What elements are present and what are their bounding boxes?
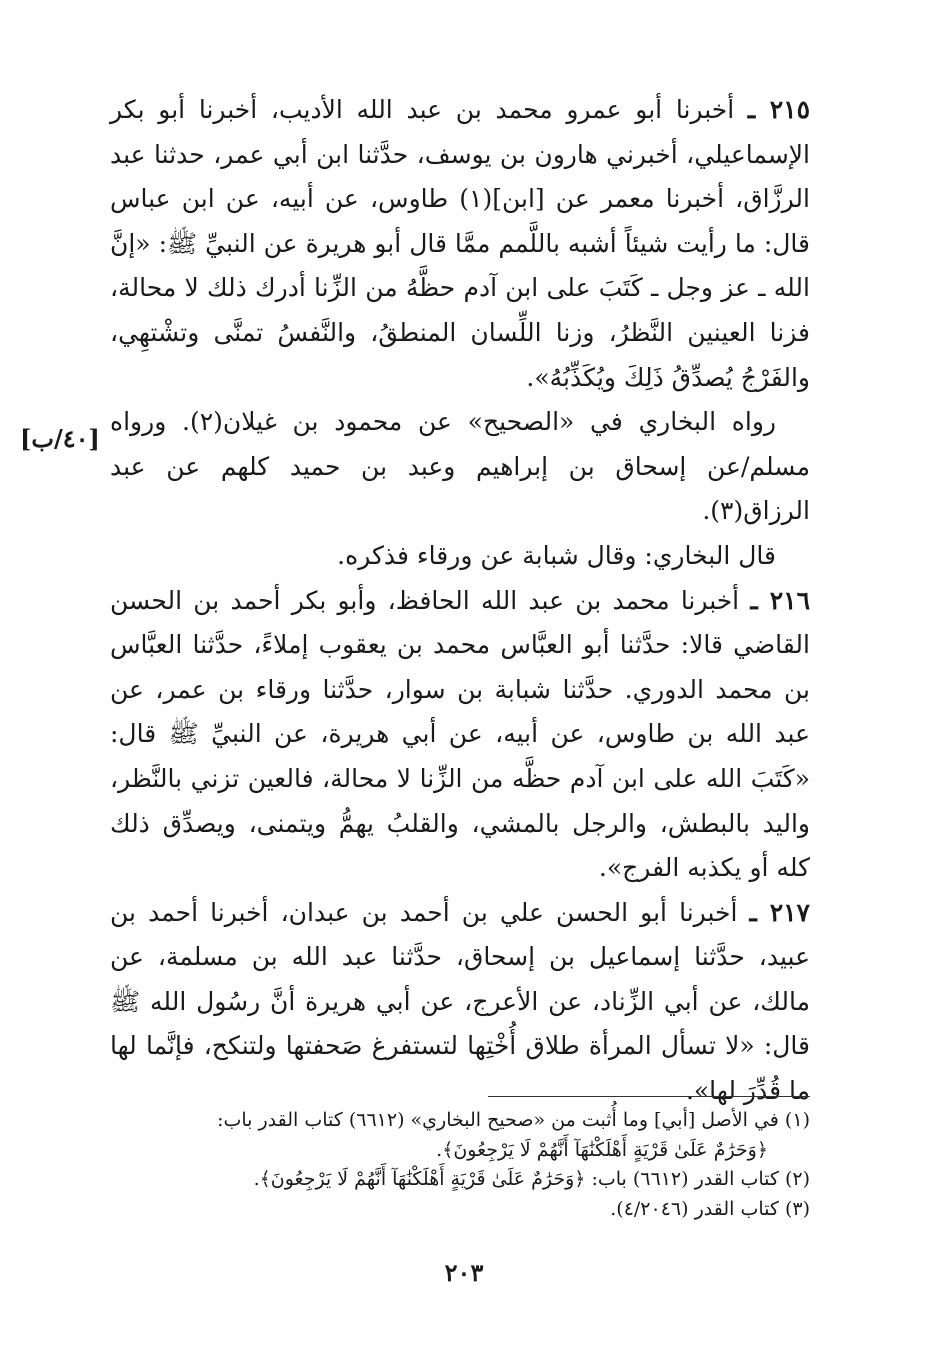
hadith-215 [110, 88, 810, 400]
hadith-text: أخبرنا أبو الحسن علي بن أحمد بن عبدان، أخبرنا أحمد بن عبيد، حدَّثنا إسماعيل بن إسحاق، حدَّثنا عبد الله بن مسلمة، عن مالك، عن أبي الزِّناد، عن الأعرج، عن أبي هريرة أنَّ رسُول الله ﷺ قال: «لا تسأل المرأة طلاق أُخْتِها لتستفرغ صَحفتها ولتنكح، فإنَّما لها ما قُدِّرَ لها». [110, 897, 810, 1106]
footnotes [110, 1106, 810, 1224]
hadith-number: ٢١٥ ـ [747, 95, 811, 124]
footnote-1-verse: ﴿وَحَرَٰمٌ عَلَىٰ قَرْيَةٍ أَهْلَكْنَٰهَآ أَنَّهُمْ لَا يَرْجِعُونَ﴾. [436, 1138, 768, 1161]
main-text [110, 88, 810, 1114]
footnote-3: (٣) كتاب القدر (٤/٢٠٤٦). [610, 1197, 810, 1220]
hadith-text: أخبرنا أبو عمرو محمد بن عبد الله الأديب، أخبرنا أبو بكر الإسماعيلي، أخبرني هارون بن يوسف، حدَّثنا ابن أبي عمر، حدثنا عبد الرزَّاق، أخبرنا معمر عن [ابن](١) طاوس، عن أبيه، عن ابن عباس قال: ما رأيت شيئاً أشبه باللَّمم ممَّا قال أبو هريرة عن النبيِّ ﷺ: «إنَّ الله ـ عز وجل ـ كَتَبَ على ابن آدم حظَّهُ من الزِّنا أدرك ذلك لا محالة، فزنا العينين النَّظرُ، وزنا اللِّسان المنطقُ، والنَّفسُ تمنَّى وتشْتهِي، والفَرْجُ يُصدِّقُ ذَلِكَ ويُكَذِّبُهُ». [110, 95, 810, 392]
footnote-2: (٢) كتاب القدر (٦٦١٢) باب: ﴿وَحَرَٰمٌ عَلَىٰ قَرْيَةٍ أَهْلَكْنَٰهَآ أَنَّهُمْ لَا يَرْجِعُونَ﴾. [253, 1168, 810, 1190]
page-number: ٢٠٣ [444, 1258, 484, 1287]
hadith-217 [110, 891, 810, 1114]
hadith-number: ٢١٦ ـ [750, 585, 811, 615]
footnote-separator [488, 1096, 810, 1097]
takhrij-paragraph [110, 400, 810, 534]
bukhari-note [110, 534, 810, 579]
footnote-1: (١) في الأصل [أبي] وما أُثبت من «صحيح البخاري» (٦٦١٢) كتاب القدر باب: [217, 1109, 810, 1131]
paragraph-text: رواه البخاري في «الصحيح» عن محمود بن غيلان(٢). ورواه مسلم/عن إسحاق بن إبراهيم وعبد بن حميد كلهم عن عبد الرزاق(٣). [110, 407, 810, 526]
hadith-216 [110, 579, 810, 891]
manuscript-folio-marker: [٤٠/ب] [20, 424, 100, 453]
paragraph-text: قال البخاري: وقال شبابة عن ورقاء فذكره. [337, 540, 776, 570]
hadith-number: ٢١٧ ـ [749, 897, 810, 927]
hadith-text: أخبرنا محمد بن عبد الله الحافظ، وأبو بكر أحمد بن الحسن القاضي قالا: حدَّثنا أبو العبَّاس محمد بن يعقوب إملاءً، حدَّثنا العبَّاس بن محمد الدوري. حدَّثنا شبابة بن سوار، حدَّثنا ورقاء بن عمر، عن عبد الله بن طاوس، عن أبيه، عن أبي هريرة، عن النبيِّ ﷺ قال: «كَتَبَ الله على ابن آدم حظَّه من الزِّنا لا محالة، فالعين تزني بالنَّظر، واليد بالبطش، والرجل بالمشي، والقلبُ يهمُّ ويتمنى، ويصدِّق ذلك كله أو يكذبه الفرج». [110, 585, 810, 883]
